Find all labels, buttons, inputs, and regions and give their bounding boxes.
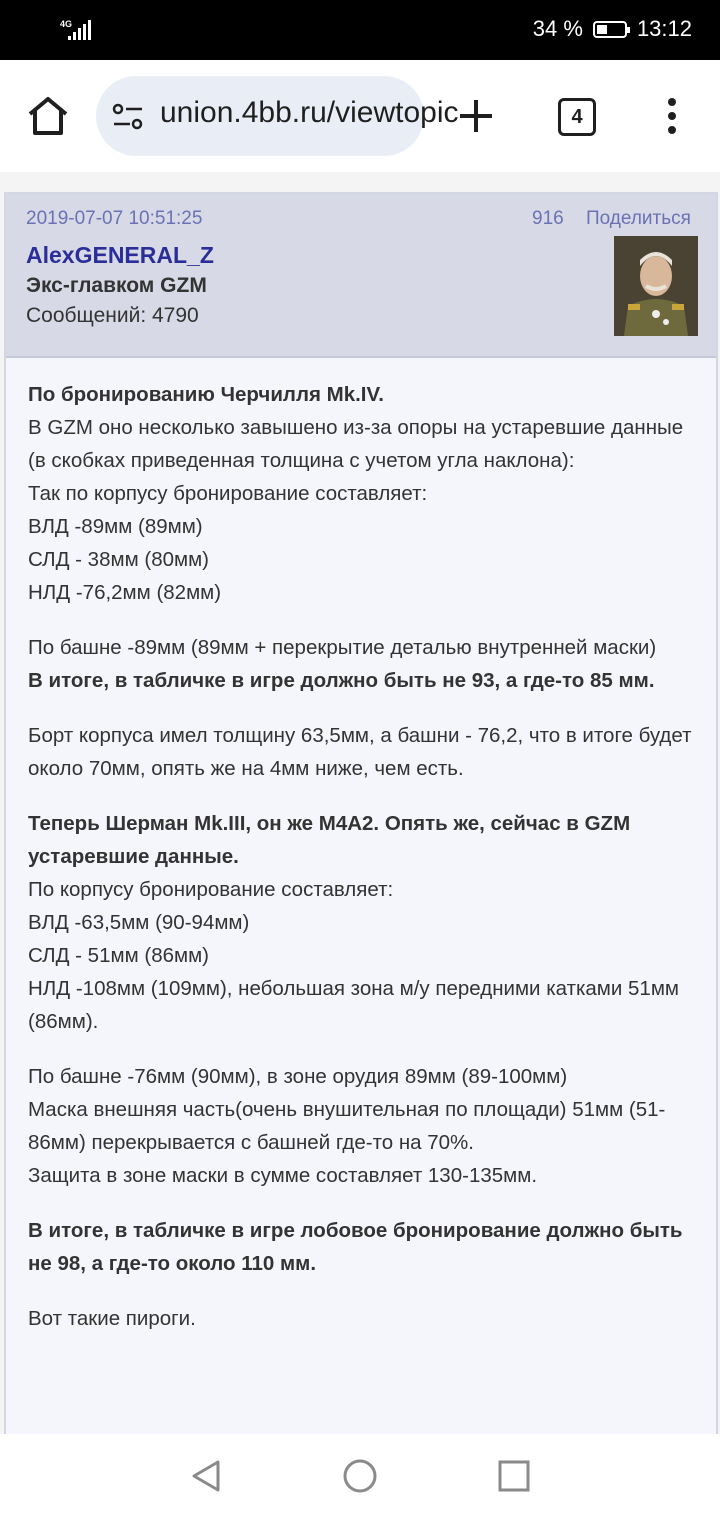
post-line: По бронированию Черчилля Mk.IV.	[28, 383, 384, 406]
post-line: ВЛД -63,5мм (90-94мм)	[28, 911, 250, 934]
site-settings-icon[interactable]	[112, 102, 144, 132]
clock: 13:12	[636, 16, 692, 41]
author-name-link[interactable]: AlexGENERAL_Z	[26, 242, 214, 268]
post-paragraph	[28, 378, 698, 609]
system-nav-bar	[0, 1434, 720, 1520]
post-line: В GZM оно несколько завышено из-за опоры на устаревшие данные (в скобках приведенная толщина с учетом угла наклона):	[28, 416, 684, 472]
post-line: Маска внешняя часть(очень внушительная по площади) 51мм (51-86мм) перекрывается с башней где-то на 70%.	[28, 1098, 666, 1154]
tab-switcher-button[interactable]: 4	[558, 98, 596, 136]
home-icon[interactable]	[26, 94, 70, 138]
post-line: Теперь Шерман Mk.III, он же M4A2. Опять же, сейчас в GZM устаревшие данные.	[28, 812, 631, 868]
share-link[interactable]: Поделиться	[586, 208, 691, 229]
post-paragraph	[28, 807, 698, 1038]
post-body	[28, 378, 698, 1357]
post-line: ВЛД -89мм (89мм)	[28, 515, 203, 538]
back-icon[interactable]	[188, 1458, 224, 1494]
recents-icon[interactable]	[496, 1458, 532, 1494]
post-date-link[interactable]: 2019-07-07 10:51:25	[26, 208, 203, 229]
author-post-count: Сообщений: 4790	[26, 304, 199, 327]
battery-percent: 34 %	[532, 16, 583, 41]
post-line: В итоге, в табличке в игре лобовое бронирование должно быть не 98, а где-то около 110 мм.	[28, 1219, 683, 1275]
signal-icon	[58, 18, 98, 42]
post-line: НЛД -76,2мм (82мм)	[28, 581, 222, 604]
post-line: НЛД -108мм (109мм), небольшая зона м/у передними катками 51мм (86мм).	[28, 977, 680, 1033]
post-paragraph	[28, 1214, 698, 1280]
author-rank: Экс-главком GZM	[26, 274, 207, 297]
post-line: СЛД - 38мм (80мм)	[28, 548, 210, 571]
post-paragraph	[28, 1302, 698, 1335]
avatar[interactable]	[614, 236, 698, 336]
post-line: Защита в зоне маски в сумме составляет 130-135мм.	[28, 1164, 538, 1187]
post-line: По башне -89мм (89мм + перекрытие деталью внутренней маски)	[28, 636, 657, 659]
post-line: Так по корпусу бронирование составляет:	[28, 482, 428, 505]
url-text: union.4bb.ru/viewtopic	[160, 96, 459, 129]
post-header	[6, 194, 716, 358]
post-line: Вот такие пироги.	[28, 1307, 196, 1330]
post-line: В итоге, в табличке в игре должно быть не 93, а где-то 85 мм.	[28, 669, 655, 692]
svg-text:4G: 4G	[60, 19, 73, 29]
post-line: Борт корпуса имел толщину 63,5мм, а башни - 76,2, что в итоге будет около 70мм, опять же на 4мм ниже, чем есть.	[28, 724, 692, 780]
battery-icon	[593, 21, 627, 38]
forum-post	[4, 192, 718, 1492]
post-paragraph	[28, 719, 698, 785]
page-content	[0, 172, 720, 1434]
browser-toolbar	[0, 60, 720, 174]
address-bar[interactable]	[96, 76, 459, 156]
new-tab-icon[interactable]	[456, 96, 496, 136]
home-circle-icon[interactable]	[342, 1458, 378, 1494]
post-line: По корпусу бронирование составляет:	[28, 878, 394, 901]
post-number-link[interactable]: 916	[532, 208, 564, 229]
post-line: СЛД - 51мм (86мм)	[28, 944, 210, 967]
status-bar	[0, 0, 720, 60]
post-line: По башне -76мм (90мм), в зоне орудия 89мм (89-100мм)	[28, 1065, 568, 1088]
post-paragraph	[28, 631, 698, 697]
post-paragraph	[28, 1060, 698, 1192]
more-menu-icon[interactable]	[660, 96, 684, 136]
